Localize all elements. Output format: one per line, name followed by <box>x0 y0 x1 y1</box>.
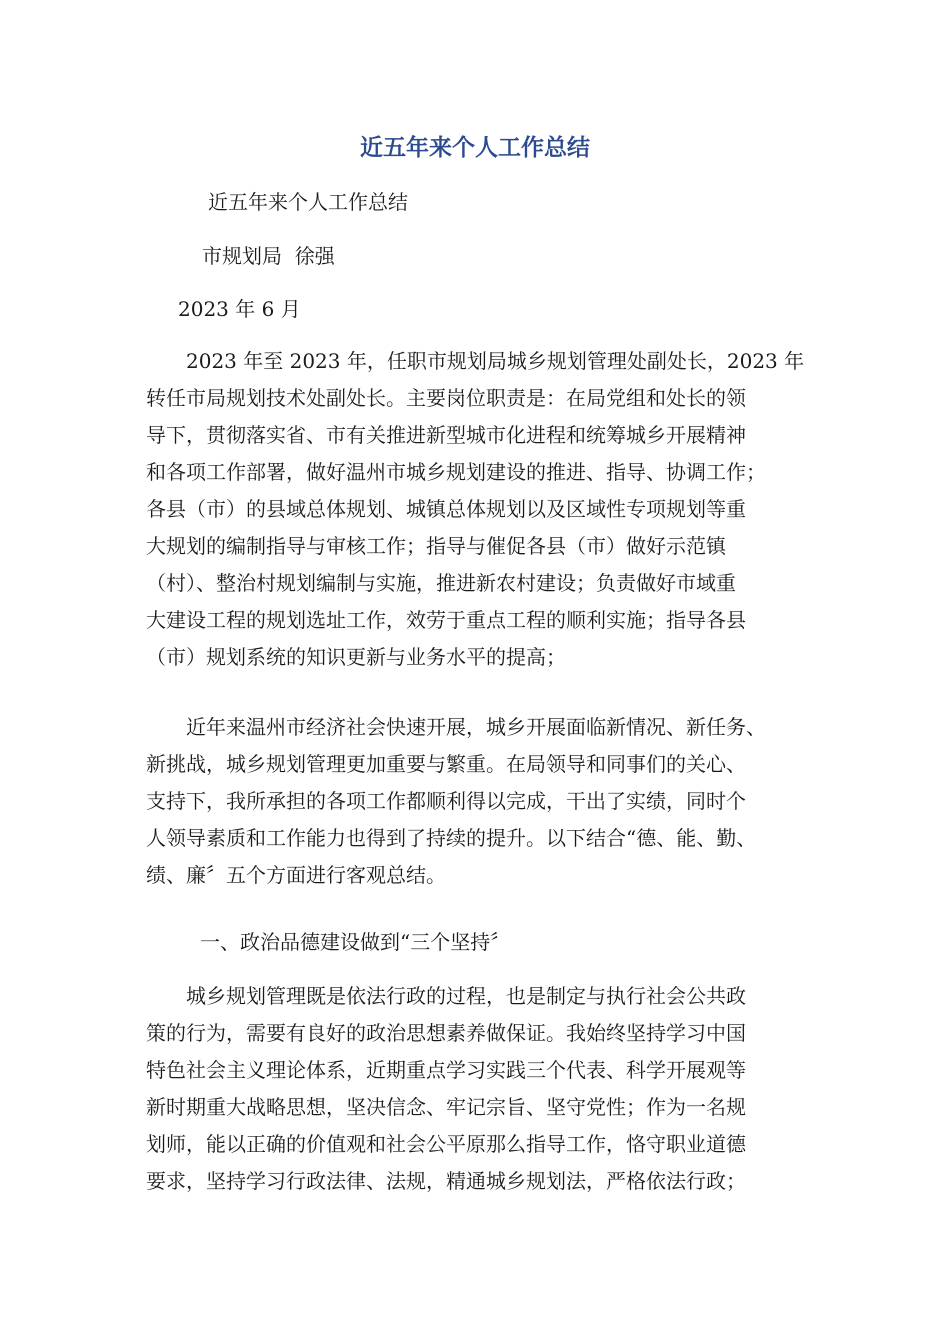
text-line: 近年来温州市经济社会快速开展，城乡开展面临新情况、新任务、 <box>146 715 766 739</box>
text-line: 和各项工作部署，做好温州市城乡规划建设的推进、指导、协调工作； <box>146 460 766 484</box>
text-line: 2023 年至 2023 年，任职市规划局城乡规划管理处副处长，2023 年 <box>146 349 805 373</box>
section-heading-1: 一、政治品德建设做到“三个坚持〞 <box>200 930 511 954</box>
document-subtitle: 近五年来个人工作总结 <box>208 190 408 214</box>
text-line: 大规划的编制指导与审核工作；指导与催促各县（市）做好示范镇 <box>146 534 726 558</box>
paragraph-responsibilities <box>146 343 818 676</box>
text-line: 新时期重大战略思想，坚决信念、牢记宗旨、坚守党性；作为一名规 <box>146 1095 746 1119</box>
text-line: 转任市局规划技术处副处长。主要岗位职责是：在局党组和处长的领 <box>146 386 746 410</box>
text-line: 特色社会主义理论体系，近期重点学习实践三个代表、科学开展观等 <box>146 1058 746 1082</box>
text-line: 城乡规划管理既是依法行政的过程，也是制定与执行社会公共政 <box>146 984 746 1008</box>
text-line: 划师，能以正确的价值观和社会公平原那么指导工作，恪守职业道德 <box>146 1132 746 1156</box>
document-title: 近五年来个人工作总结 <box>360 135 590 161</box>
text-line: 新挑战，城乡规划管理更加重要与繁重。在局领导和同事们的关心、 <box>146 752 746 776</box>
paragraph-political <box>146 978 818 1200</box>
text-line: 要求，坚持学习行政法律、法规，精通城乡规划法，严格依法行政； <box>146 1169 746 1193</box>
date-line: 2023 年 6 月 <box>178 297 301 321</box>
text-line: 支持下，我所承担的各项工作都顺利得以完成，干出了实绩，同时个 <box>146 789 746 813</box>
text-line: 人领导素质和工作能力也得到了持续的提升。以下结合“德、能、勤、 <box>146 826 757 850</box>
text-line: 绩、廉〞五个方面进行客观总结。 <box>146 863 446 887</box>
text-line: （市）规划系统的知识更新与业务水平的提高； <box>146 645 566 669</box>
text-line: 各县（市）的县域总体规划、城镇总体规划以及区域性专项规划等重 <box>146 497 746 521</box>
author-line: 市规划局 徐强 <box>202 244 335 268</box>
text-line: 策的行为，需要有良好的政治思想素养做保证。我始终坚持学习中国 <box>146 1021 746 1045</box>
text-line: 导下，贯彻落实省、市有关推进新型城市化进程和统筹城乡开展精神 <box>146 423 746 447</box>
text-line: （村）、整治村规划编制与实施，推进新农村建设；负责做好市域重 <box>146 571 736 595</box>
paragraph-overview <box>146 709 818 894</box>
text-line: 大建设工程的规划选址工作，效劳于重点工程的顺利实施；指导各县 <box>146 608 746 632</box>
